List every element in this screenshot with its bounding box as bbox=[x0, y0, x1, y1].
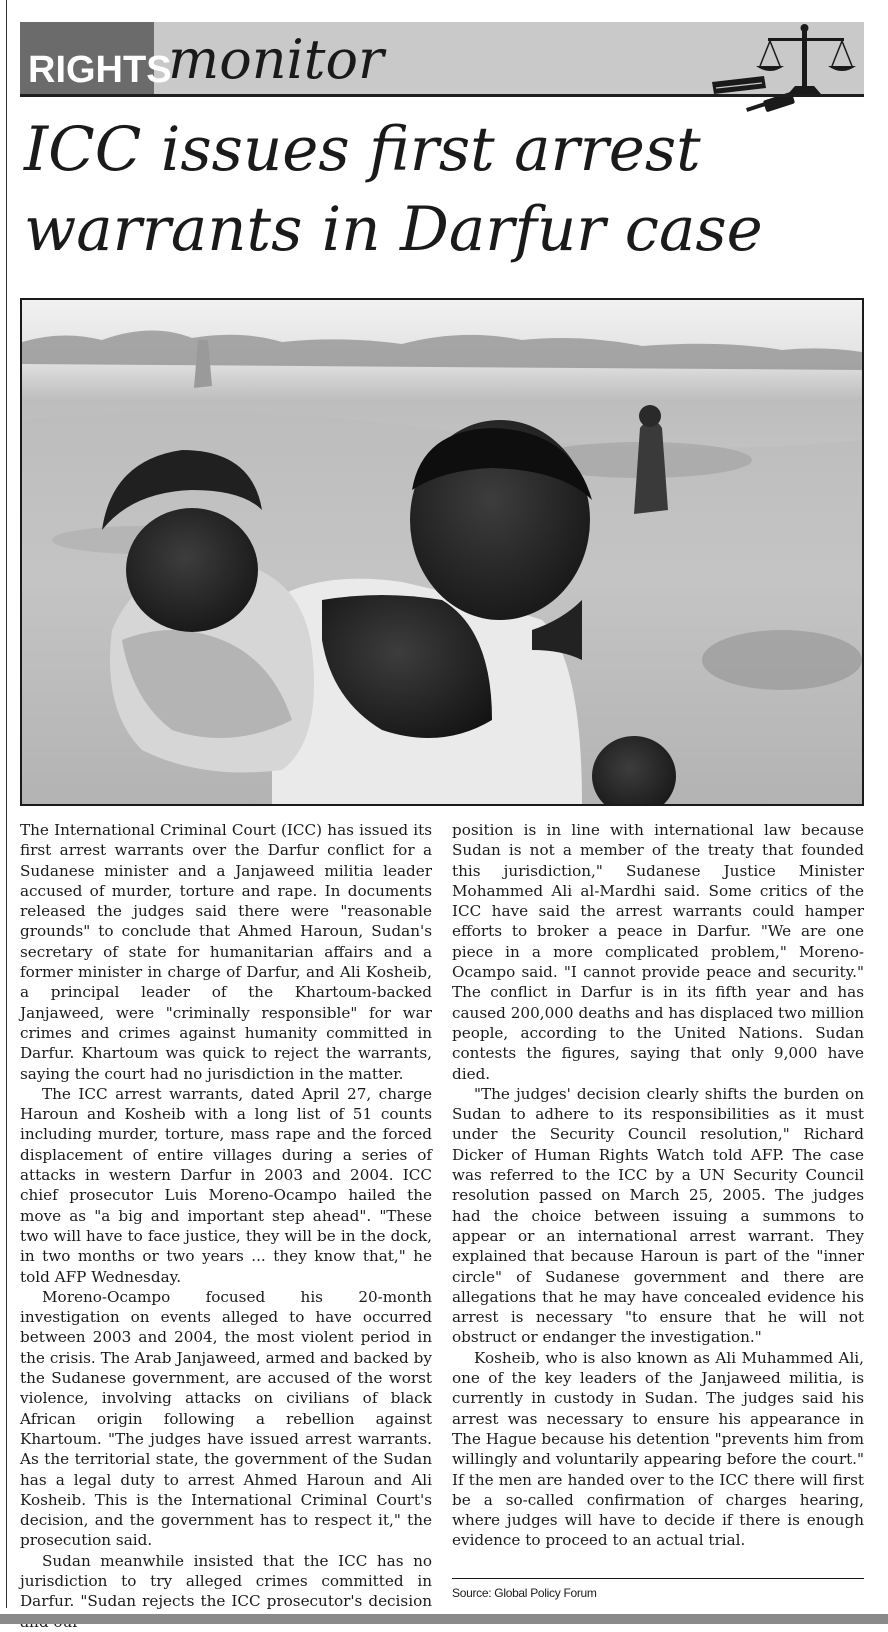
article-paragraph: Moreno-Ocampo focused his 20-month investigation on events alleged to have occurred between 2003 and 2004, the most violent period in the crisis. The Arab Janjaweed, armed and backed by the Sudanese government, are accused of the worst violence, involving attacks on civilians of black African origin following a rebellion against Khartoum. "The judges have issued arrest warrants. As the territorial state, the government of the Sudan has a legal duty to arrest Ahmed Haroun and Ali Kosheib. This is the International Criminal Court's decision, and the government has to respect it," the prosecution said. bbox=[20, 1287, 432, 1550]
section-kicker: RIGHTS bbox=[28, 49, 172, 91]
section-title: monitor bbox=[168, 28, 384, 91]
darfur-photo-illustration bbox=[22, 300, 862, 804]
source-credit: Source: Global Policy Forum bbox=[452, 1586, 597, 1600]
page-bottom-bar bbox=[0, 1614, 888, 1624]
article-body-right-column bbox=[452, 820, 864, 1551]
source-rule bbox=[452, 1578, 864, 1579]
article-paragraph: Sudan meanwhile insisted that the ICC has no jurisdiction to try alleged crimes committed in Darfur. "Sudan rejects the ICC prosecutor's decision bbox=[20, 1551, 432, 1611]
section-header bbox=[20, 22, 864, 94]
headline-line-2: warrants in Darfur case bbox=[24, 194, 763, 265]
article-paragraph: "The judges' decision clearly shifts the burden on Sudan to adhere to its responsibilities as it must under the Security Council resolution," Richard Dicker of Human Rights Watch told AFP. The case was referred to the ICC by a UN Security Council resolution passed on March 25, 2005. The judges had the choice between issuing a summons to appear or an international arrest warrant. They explained that because Haroun is part of the "inner circle" of Sudanese government and there are allegations that he may have concealed evidence his arrest is necessary "to ensure that he will not obstruct or endanger the investigation." bbox=[452, 1084, 864, 1347]
kicker-box bbox=[20, 22, 172, 94]
article-paragraph: Kosheib, who is also known as Ali Muhammed Ali, one of the key leaders of the Janjaweed militia, is currently in custody in Sudan. The judges said his arrest was necessary to ensure his appearance in The Hague because his detention "prevents him from willingly and voluntarily appearing before the court." If the men are handed over to the ICC there will first be a so-called confirmation of charges hearing, where judges will have to decide if there is enough evidence to proceed to an actual trial. bbox=[452, 1348, 864, 1550]
article-paragraph: The ICC arrest warrants, dated April 27, charge Haroun and Kosheib with a long list of 51 counts including murder, torture, mass rape and the forced displacement of entire villages during a series of attacks in western Darfur in 2003 and 2004. ICC chief prosecutor Luis Moreno-Ocampo hailed the move as "a big and important step ahead". "These two will have to face justice, they will be in the dock, in two months or two years ... they know that," he told AFP Wednesday. bbox=[20, 1084, 432, 1286]
scales-of-justice-icon bbox=[710, 22, 880, 116]
article-headline bbox=[24, 110, 844, 270]
article-photo bbox=[20, 298, 864, 806]
article-paragraph: The International Criminal Court (ICC) has issued its first arrest warrants over the Darfur conflict for a Sudanese minister and a Janjaweed militia leader accused of murder, torture and rape. In documents released the judges said there were "reasonable grounds" to conclude that Ahmed Haroun, Sudan's secretary of state for humanitarian affairs and a former minister in charge of Darfur, and Ali Kosheib, a principal leader of the Khartoum-backed Janjaweed, were "criminally responsible" for war crimes and crimes against humanity committed in Darfur. Khartoum was quick to reject the warrants, saying the court had no jurisdiction in the matter. bbox=[20, 821, 432, 1083]
page-left-rule bbox=[6, 0, 7, 1608]
headline-line-1: ICC issues first arrest bbox=[24, 114, 701, 185]
article-body-left-column bbox=[20, 820, 432, 1632]
article-paragraph: position is in line with international law because Sudan is not a member of the treaty that founded this jurisdiction," Sudanese Justice Minister Mohammed Ali al-Mardhi said. Some critics of the ICC have said the arrest warrants could hamper efforts to broker a peace in Darfur. "We are one piece in a more complicated problem," Moreno-Ocampo said. "I cannot provide peace and security." The conflict in Darfur is in its fifth year and has caused 200,000 deaths and has displaced two million people, according to the United Nations. Sudan contests the figures, saying that only 9,000 have died. bbox=[452, 821, 864, 1083]
header-rule bbox=[20, 94, 864, 97]
